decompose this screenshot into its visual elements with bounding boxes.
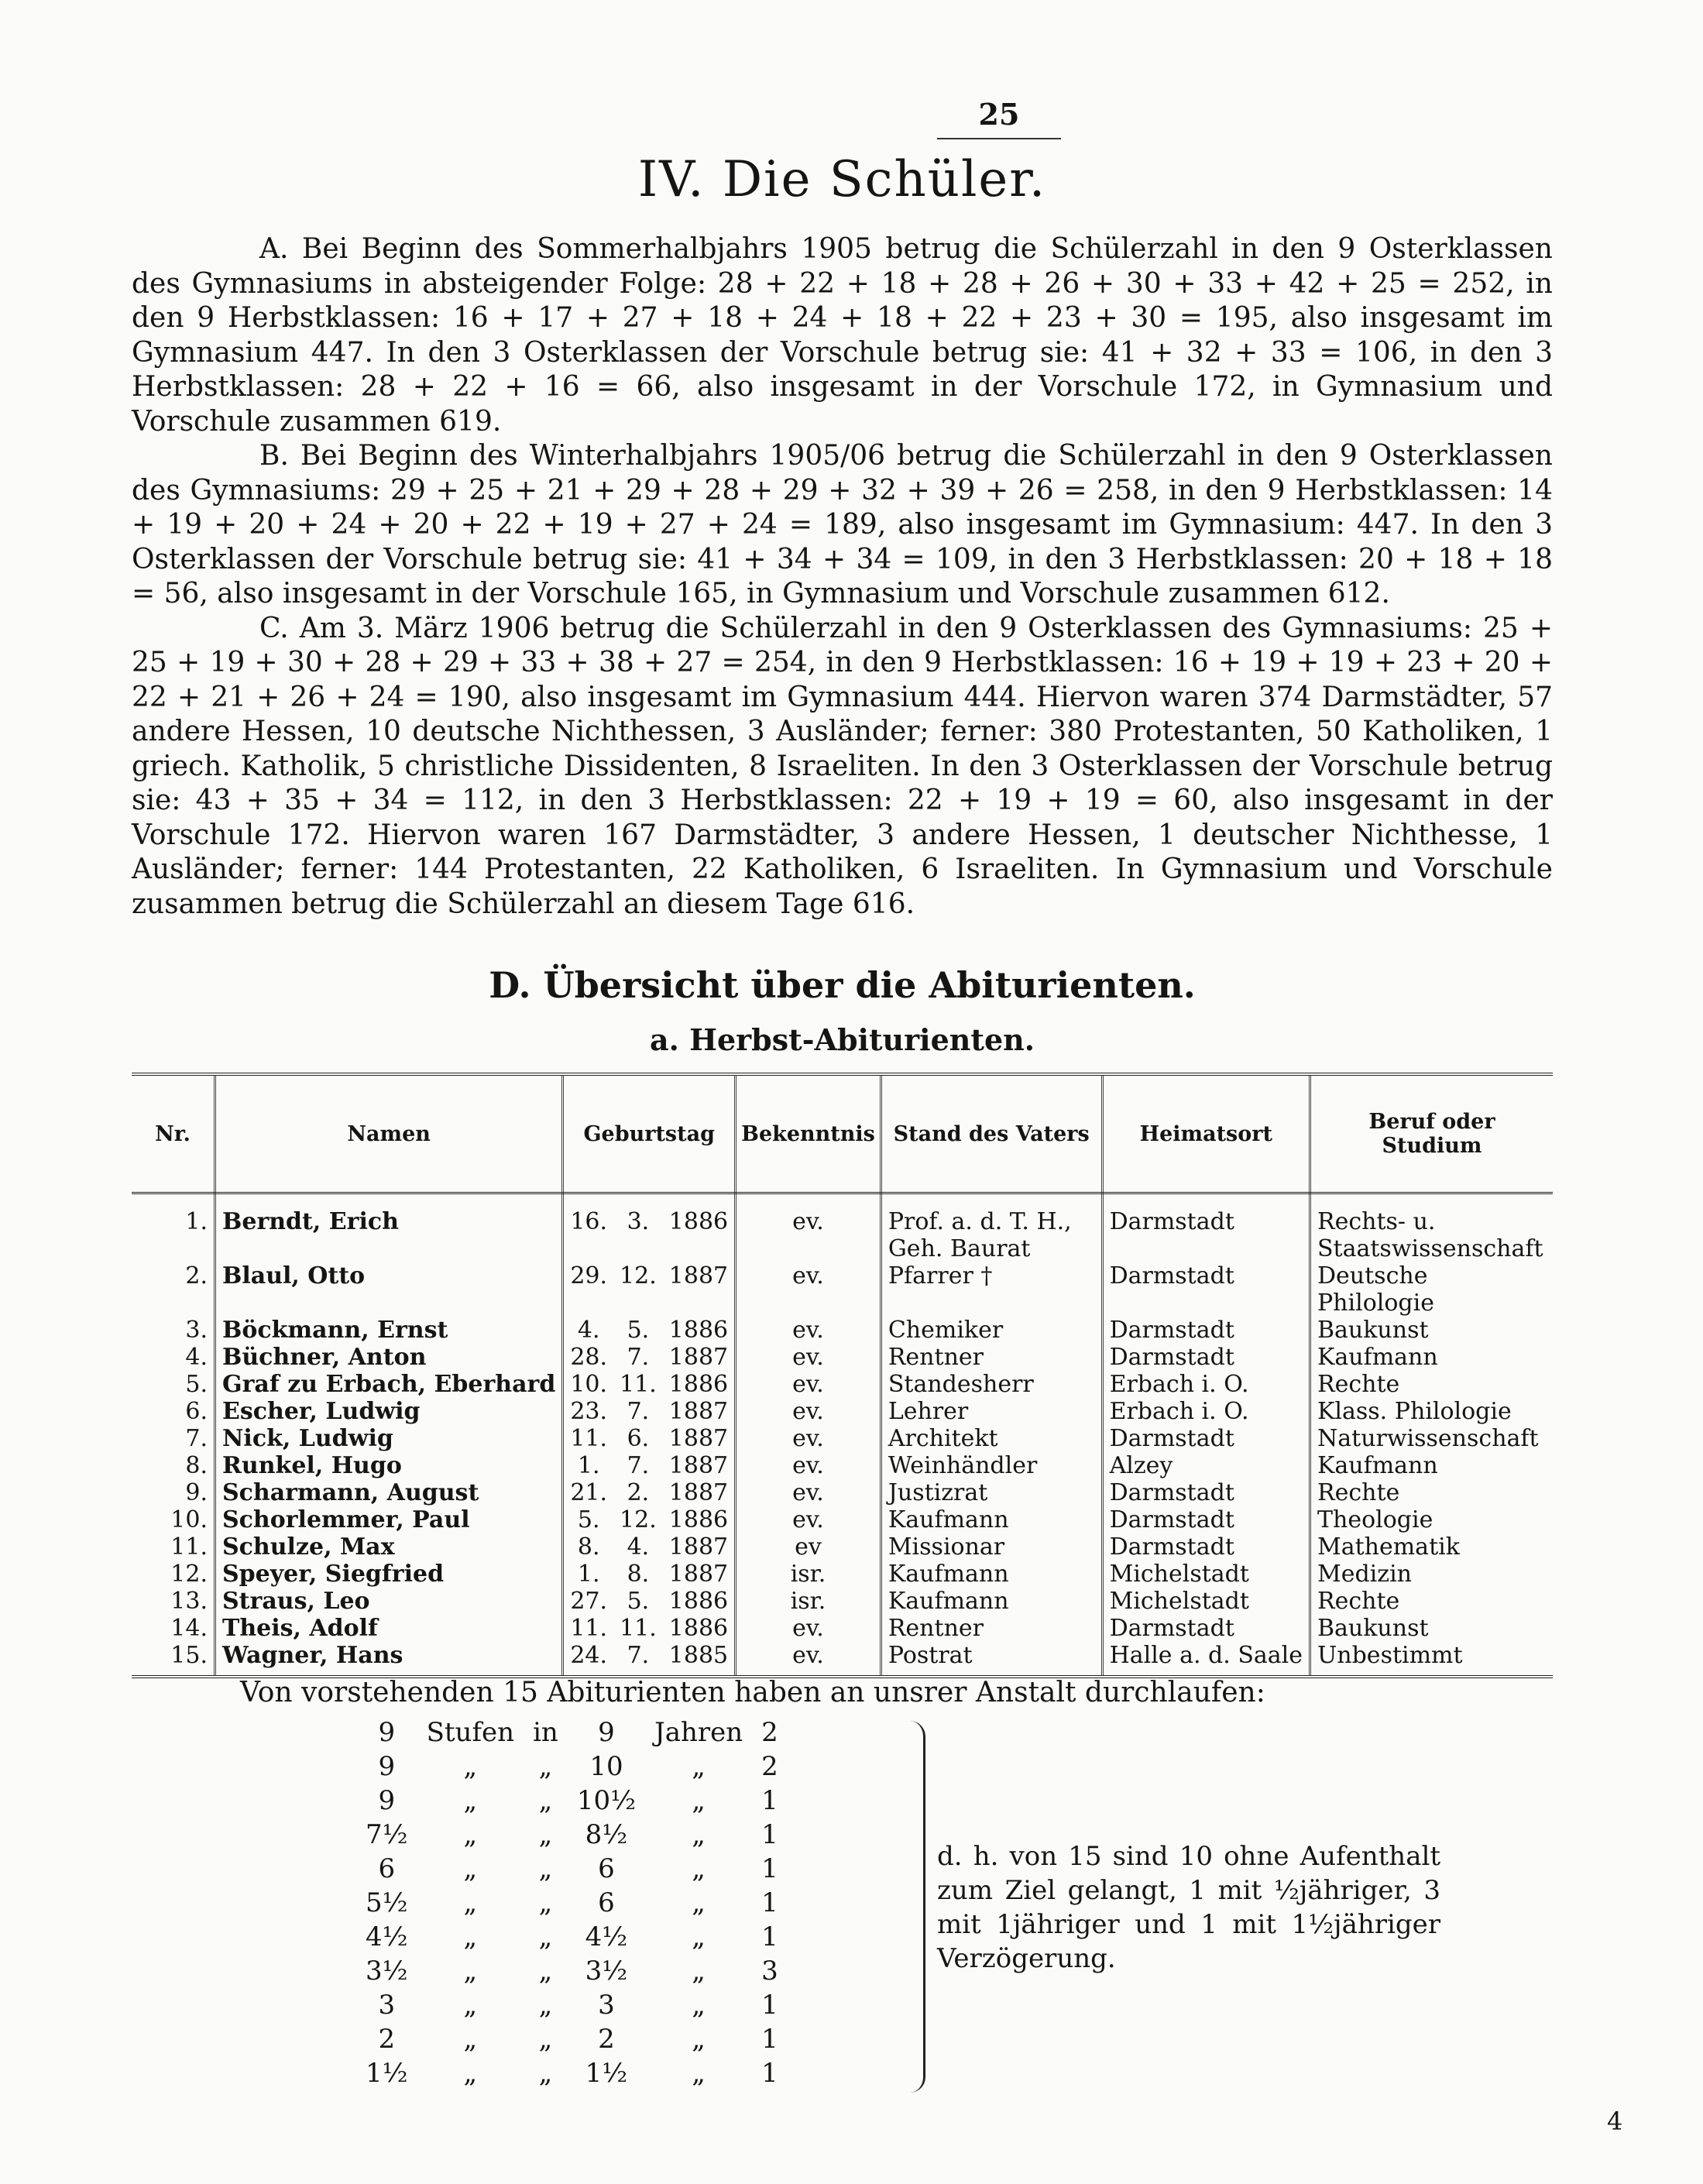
cell-confession: ev.: [736, 1642, 881, 1677]
stufen-cell: 9: [378, 1751, 396, 1782]
cell-nr: 10.: [132, 1506, 215, 1533]
cell-day: 1.: [577, 1561, 600, 1588]
stufen-cell: Stufen: [426, 1717, 515, 1748]
cell-month: 12.: [620, 1262, 657, 1289]
cell-father: Prof. a. d. T. H., Geh. Baurat: [881, 1193, 1102, 1263]
cell-nr: 12.: [132, 1561, 215, 1588]
cell-home: Darmstadt: [1102, 1262, 1310, 1317]
table-row: [132, 1344, 1553, 1371]
cell-home: Alzey: [1102, 1452, 1310, 1479]
stufen-cell: Jahren: [654, 1717, 743, 1748]
cell-confession: ev.: [736, 1317, 881, 1344]
cell-year: 1887: [663, 1561, 736, 1588]
cell-year: 1886: [663, 1506, 736, 1533]
cell-name: Schorlemmer, Paul: [215, 1506, 563, 1533]
stufen-cell: „: [463, 1853, 478, 1884]
cell-name: Blaul, Otto: [215, 1262, 563, 1317]
cell-name: Schulze, Max: [215, 1533, 563, 1561]
cell-year: 1887: [663, 1452, 736, 1479]
cell-name: Theis, Adolf: [215, 1615, 563, 1642]
cell-day: 5.: [577, 1506, 600, 1533]
stufen-cell: „: [538, 1853, 553, 1884]
stufen-cell: 1: [761, 2024, 778, 2055]
note-text: d. h. von 15 sind 10 ohne Aufenthalt zum Ziel gelangt, 1 mit ½jähriger, 3 mit 1jähriger und 1 mit 1½jähriger Verzögerung.: [937, 1841, 1440, 1974]
stufen-cell: 3½: [585, 1956, 628, 1987]
stufen-row: [356, 1784, 788, 1818]
cell-home: Michelstadt: [1102, 1561, 1310, 1588]
stufen-cell: 2: [378, 2024, 396, 2055]
cell-nr: 2.: [132, 1262, 215, 1317]
cell-career: Mathematik: [1317, 1533, 1460, 1561]
cell-career: Kaufmann: [1317, 1452, 1438, 1479]
cell-confession: ev.: [736, 1452, 881, 1479]
stufen-cell: 7½: [366, 1819, 408, 1850]
cell-month: 6.: [627, 1425, 650, 1452]
cell-father: Standesherr: [881, 1371, 1102, 1398]
cell-career: Rechte: [1317, 1479, 1400, 1506]
cell-confession: ev.: [736, 1193, 881, 1263]
stufen-cell: „: [538, 1956, 553, 1987]
cell-month: 5.: [627, 1588, 650, 1615]
cell-nr: 7.: [132, 1425, 215, 1452]
table-row: [132, 1615, 1553, 1642]
cell-father: Lehrer: [881, 1398, 1102, 1425]
cell-career: Rechts- u. Staatswissenschaft: [1317, 1208, 1543, 1262]
cell-home: Michelstadt: [1102, 1588, 1310, 1615]
cell-name: Scharmann, August: [215, 1479, 563, 1506]
stufen-row: [356, 2056, 788, 2090]
cell-home: Darmstadt: [1102, 1344, 1310, 1371]
cell-nr: 15.: [132, 1642, 215, 1677]
stufen-row: [356, 1988, 788, 2022]
cell-day: 24.: [570, 1642, 608, 1669]
cell-name: Speyer, Siegfried: [215, 1561, 563, 1588]
cell-name: Berndt, Erich: [215, 1193, 563, 1263]
cell-career: Medizin: [1317, 1561, 1412, 1588]
stufen-cell: „: [538, 1751, 553, 1782]
cell-home: Erbach i. O.: [1102, 1371, 1310, 1398]
table-row: [132, 1533, 1553, 1561]
cell-year: 1887: [663, 1262, 736, 1317]
table-row: [132, 1371, 1553, 1398]
cell-nr: 8.: [132, 1452, 215, 1479]
stufen-cell: 10½: [576, 1785, 637, 1816]
cell-name: Büchner, Anton: [215, 1344, 563, 1371]
cell-month: 4.: [627, 1533, 650, 1561]
col-heimatsort: Heimatsort: [1102, 1074, 1310, 1193]
cell-home: Darmstadt: [1102, 1533, 1310, 1561]
cell-confession: isr.: [736, 1588, 881, 1615]
cell-day: 11.: [570, 1425, 608, 1452]
stufen-cell: „: [538, 1990, 553, 2021]
cell-career: Deutsche Philologie: [1317, 1262, 1434, 1317]
stufen-cell: 8½: [585, 1819, 628, 1850]
cell-confession: isr.: [736, 1561, 881, 1588]
stufen-cell: 6: [598, 1887, 615, 1918]
cell-confession: ev.: [736, 1398, 881, 1425]
stufen-cell: „: [538, 2058, 553, 2089]
cell-year: 1887: [663, 1344, 736, 1371]
cell-name: Böckmann, Ernst: [215, 1317, 563, 1344]
stufen-cell: „: [538, 1785, 553, 1816]
cell-month: 7.: [627, 1344, 650, 1371]
brace: [906, 1721, 925, 2093]
cell-name: Graf zu Erbach, Eberhard: [215, 1371, 563, 1398]
stufen-cell: „: [538, 2024, 553, 2055]
paragraph-a: A. Bei Beginn des Sommerhalbjahrs 1905 betrug die Schülerzahl in den 9 Osterklassen des Gymnasiums in absteigender Folge: 28 + 22 + 18 + 28 + 26 + 30 + 33 + 42 + 25 = 252, in den 9 Herbstklassen: 16 + 17 + 27 + 18 + 24 + 18 + 22 + 23 + 30 = 195, also insgesamt im Gymnasium 447. In den 3 Osterklassen der Vorschule betrug sie: 41 + 32 + 33 = 106, in den 3 Herbstklassen: 28 + 22 + 16 = 66, also insgesamt in der Vorschule 172, in Gymnasium und Vorschule zusammen 619.: [132, 233, 1553, 438]
cell-confession: ev.: [736, 1615, 881, 1642]
table-row: [132, 1317, 1553, 1344]
cell-confession: ev.: [736, 1506, 881, 1533]
stufen-cell: „: [692, 1921, 706, 1952]
cell-home: Darmstadt: [1102, 1615, 1310, 1642]
col-geburtstag: Geburtstag: [563, 1074, 736, 1193]
cell-father: Justizrat: [881, 1479, 1102, 1506]
cell-day: 29.: [570, 1262, 608, 1289]
cell-father: Pfarrer †: [881, 1262, 1102, 1317]
stufen-cell: 3½: [366, 1956, 408, 1987]
signature-mark: 4: [1607, 2107, 1623, 2136]
cell-month: 5.: [627, 1317, 650, 1344]
cell-name: Wagner, Hans: [215, 1642, 563, 1677]
stufen-cell: 2: [598, 2024, 615, 2055]
cell-home: Erbach i. O.: [1102, 1398, 1310, 1425]
cell-year: 1886: [663, 1317, 736, 1344]
stufen-cell: 4½: [366, 1921, 408, 1952]
stufen-row: [356, 1886, 788, 1920]
cell-confession: ev.: [736, 1425, 881, 1452]
stufen-cell: 1½: [585, 2058, 628, 2089]
stufen-cell: 3: [378, 1990, 396, 2021]
stufen-cell: 9: [378, 1717, 396, 1748]
cell-career: Naturwissenschaft: [1317, 1425, 1539, 1452]
cell-nr: 4.: [132, 1344, 215, 1371]
cell-nr: 13.: [132, 1588, 215, 1615]
cell-year: 1886: [663, 1615, 736, 1642]
stufen-row: [356, 1920, 788, 1954]
cell-father: Kaufmann: [881, 1561, 1102, 1588]
stufen-cell: „: [538, 1921, 553, 1952]
cell-career: Unbestimmt: [1317, 1642, 1463, 1669]
cell-confession: ev.: [736, 1479, 881, 1506]
stufen-cell: „: [463, 2024, 478, 2055]
stufen-cell: 4½: [585, 1921, 628, 1952]
cell-career: Klass. Philologie: [1317, 1398, 1512, 1425]
stufen-cell: „: [463, 1785, 478, 1816]
cell-name: Straus, Leo: [215, 1588, 563, 1615]
cell-year: 1887: [663, 1533, 736, 1561]
cell-name: Escher, Ludwig: [215, 1398, 563, 1425]
stufen-row: [356, 1750, 788, 1784]
cell-year: 1887: [663, 1398, 736, 1425]
stufen-table: [356, 1715, 788, 2090]
cell-name: Nick, Ludwig: [215, 1425, 563, 1452]
cell-father: Rentner: [881, 1344, 1102, 1371]
table-row: [132, 1193, 1553, 1263]
cell-month: 11.: [620, 1615, 657, 1642]
stufen-cell: „: [463, 1921, 478, 1952]
cell-father: Weinhändler: [881, 1452, 1102, 1479]
stufen-cell: 1: [761, 1921, 778, 1952]
abiturienten-table: [132, 1073, 1553, 1678]
stufen-cell: „: [463, 1751, 478, 1782]
table-row: [132, 1642, 1553, 1677]
stufen-row: [356, 2022, 788, 2056]
col-beruf: Beruf oder Studium: [1310, 1074, 1554, 1193]
cell-confession: ev.: [736, 1344, 881, 1371]
cell-day: 8.: [577, 1533, 600, 1561]
stufen-cell: 5½: [366, 1887, 408, 1918]
stufen-cell: „: [692, 1956, 706, 1987]
stufen-cell: „: [538, 1887, 553, 1918]
cell-name: Runkel, Hugo: [215, 1452, 563, 1479]
paragraph-c: C. Am 3. März 1906 betrug die Schülerzahl in den 9 Osterklassen des Gymnasiums: 25 + 25 + 19 + 30 + 28 + 29 + 33 + 38 + 27 = 254, in den 9 Herbstklassen: 16 + 19 + 19 + 23 + 20 + 22 + 21 + 26 + 24 = 190, also insgesamt im Gymnasium 444. Hiervon waren 374 Darmstädter, 57 andere Hessen, 10 deutsche Nichthessen, 3 Ausländer; ferner: 380 Protestanten, 50 Katholiken, 1 griech. Katholik, 5 christliche Dissidenten, 8 Israeliten. In den 3 Osterklassen der Vorschule betrug sie: 43 + 35 + 34 = 112, in den 3 Herbstklassen: 22 + 19 + 19 = 60, also insgesamt in der Vorschule 172. Hiervon waren 167 Darmstädter, 3 andere Hessen, 1 deutscher Nichthesse, 1 Ausländer; ferner: 144 Protestanten, 22 Katholiken, 6 Israeliten. In Gymnasium und Vorschule zusammen betrug die Schülerzahl an diesem Tage 616.: [132, 612, 1553, 920]
stufen-cell: 1: [761, 1887, 778, 1918]
table-row: [132, 1479, 1553, 1506]
cell-month: 7.: [627, 1452, 650, 1479]
stufen-cell: „: [692, 2024, 706, 2055]
cell-month: 7.: [627, 1642, 650, 1669]
cell-year: 1885: [663, 1642, 736, 1677]
cell-father: Kaufmann: [881, 1506, 1102, 1533]
cell-career: Theologie: [1317, 1506, 1433, 1533]
cell-nr: 11.: [132, 1533, 215, 1561]
cell-career: Kaufmann: [1317, 1344, 1438, 1371]
cell-career: Baukunst: [1317, 1615, 1429, 1642]
col-namen: Namen: [215, 1074, 563, 1193]
table-row: [132, 1561, 1553, 1588]
cell-month: 11.: [620, 1371, 657, 1398]
stufen-cell: „: [463, 1887, 478, 1918]
stufen-cell: „: [463, 1956, 478, 1987]
stufen-cell: „: [538, 1819, 553, 1850]
section-d-heading: D. Übersicht über die Abiturienten.: [489, 964, 1196, 1006]
table-row: [132, 1506, 1553, 1533]
stufen-header-row: [356, 1715, 788, 1750]
cell-year: 1887: [663, 1479, 736, 1506]
cell-nr: 5.: [132, 1371, 215, 1398]
cell-home: Darmstadt: [1102, 1479, 1310, 1506]
cell-career: Baukunst: [1317, 1317, 1429, 1344]
paragraph-b: B. Bei Beginn des Winterhalbjahrs 1905/06 betrug die Schülerzahl in den 9 Osterklassen des Gymnasiums: 29 + 25 + 21 + 29 + 28 + 29 + 32 + 39 + 26 = 258, in den 9 Herbstklassen: 14 + 19 + 20 + 24 + 20 + 22 + 19 + 27 + 24 = 189, also insgesamt im Gymnasium: 447. In den 3 Osterklassen der Vorschule betrug sie: 41 + 34 + 34 = 109, in den 3 Herbstklassen: 20 + 18 + 18 = 56, also insgesamt in der Vorschule 165, in Gymnasium und Vorschule zusammen 612.: [132, 440, 1553, 610]
stufen-cell: 9: [598, 1717, 615, 1748]
cell-month: 12.: [620, 1506, 657, 1533]
cell-career: Rechte: [1317, 1588, 1400, 1615]
cell-father: Missionar: [881, 1533, 1102, 1561]
cell-day: 28.: [570, 1344, 608, 1371]
stufen-cell: „: [463, 2058, 478, 2089]
cell-year: 1886: [663, 1588, 736, 1615]
cell-day: 23.: [570, 1398, 608, 1425]
stufen-cell: „: [692, 1751, 706, 1782]
table-header-row: [132, 1074, 1553, 1193]
stufen-row: [356, 1818, 788, 1852]
table-row: [132, 1425, 1553, 1452]
stufen-cell: „: [463, 1990, 478, 2021]
cell-day: 27.: [570, 1588, 608, 1615]
stufen-cell: 1½: [366, 2058, 408, 2089]
cell-day: 10.: [570, 1371, 608, 1398]
cell-year: 1887: [663, 1425, 736, 1452]
stufen-cell: 6: [598, 1853, 615, 1884]
stufen-cell: 1: [761, 1819, 778, 1850]
cell-year: 1886: [663, 1371, 736, 1398]
stufen-row: [356, 1954, 788, 1988]
cell-day: 1.: [577, 1452, 600, 1479]
stufen-cell: „: [692, 1819, 706, 1850]
cell-month: 8.: [627, 1561, 650, 1588]
stufen-cell: „: [692, 1887, 706, 1918]
cell-nr: 6.: [132, 1398, 215, 1425]
cell-year: 1886: [663, 1193, 736, 1263]
stufen-cell: 2: [761, 1751, 778, 1782]
stufen-cell: 10: [589, 1751, 623, 1782]
cell-home: Darmstadt: [1102, 1193, 1310, 1263]
stufen-cell: 2: [761, 1717, 778, 1748]
cell-home: Halle a. d. Saale: [1102, 1642, 1310, 1677]
stufen-cell: 9: [378, 1785, 396, 1816]
cell-nr: 1.: [132, 1193, 215, 1263]
cell-home: Darmstadt: [1102, 1506, 1310, 1533]
cell-month: 3.: [627, 1208, 650, 1235]
stufen-cell: in: [533, 1717, 558, 1748]
cell-father: Postrat: [881, 1642, 1102, 1677]
cell-father: Chemiker: [881, 1317, 1102, 1344]
cell-confession: ev.: [736, 1262, 881, 1317]
col-stand: Stand des Vaters: [881, 1074, 1102, 1193]
cell-day: 16.: [570, 1208, 608, 1235]
stufen-cell: „: [692, 2058, 706, 2089]
section-a-heading: a. Herbst-Abiturienten.: [650, 1022, 1035, 1057]
stufen-cell: „: [692, 1853, 706, 1884]
stufen-cell: 1: [761, 2058, 778, 2089]
stufen-cell: 3: [598, 1990, 615, 2021]
col-nr: Nr.: [132, 1074, 215, 1193]
stufen-cell: 1: [761, 1785, 778, 1816]
page-number: 25: [937, 97, 1061, 139]
cell-confession: ev: [736, 1533, 881, 1561]
col-bekenntnis: Bekenntnis: [736, 1074, 881, 1193]
table-row: [132, 1398, 1553, 1425]
chapter-title: IV. Die Schüler.: [637, 151, 1047, 208]
stufen-row: [356, 1852, 788, 1886]
cell-day: 11.: [570, 1615, 608, 1642]
cell-month: 2.: [627, 1479, 650, 1506]
summary-text: Von vorstehenden 15 Abiturienten haben an unsrer Anstalt durchlaufen:: [240, 1677, 1265, 1708]
cell-nr: 14.: [132, 1615, 215, 1642]
cell-home: Darmstadt: [1102, 1317, 1310, 1344]
cell-day: 4.: [577, 1317, 600, 1344]
stufen-cell: 1: [761, 1990, 778, 2021]
cell-nr: 3.: [132, 1317, 215, 1344]
body-text: [132, 232, 1553, 922]
cell-career: Rechte: [1317, 1371, 1400, 1398]
cell-father: Kaufmann: [881, 1588, 1102, 1615]
table-row: [132, 1588, 1553, 1615]
cell-confession: ev.: [736, 1371, 881, 1398]
cell-month: 7.: [627, 1398, 650, 1425]
stufen-cell: „: [692, 1990, 706, 2021]
cell-nr: 9.: [132, 1479, 215, 1506]
table-row: [132, 1262, 1553, 1317]
stufen-cell: „: [692, 1785, 706, 1816]
table-row: [132, 1452, 1553, 1479]
stufen-cell: „: [463, 1819, 478, 1850]
stufen-cell: 3: [761, 1956, 778, 1987]
stufen-cell: 6: [378, 1853, 396, 1884]
stufen-cell: 1: [761, 1853, 778, 1884]
cell-father: Architekt: [881, 1425, 1102, 1452]
cell-home: Darmstadt: [1102, 1425, 1310, 1452]
cell-father: Rentner: [881, 1615, 1102, 1642]
cell-day: 21.: [570, 1479, 608, 1506]
